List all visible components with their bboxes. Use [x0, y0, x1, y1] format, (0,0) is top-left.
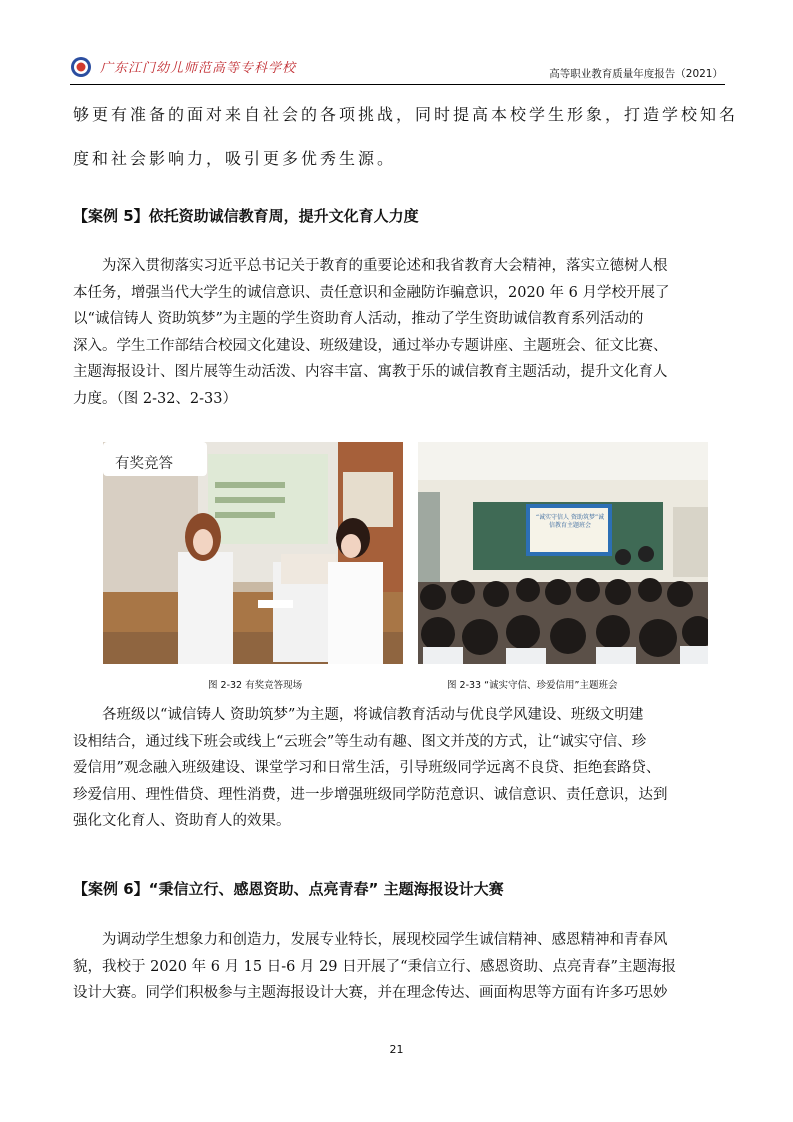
- photo-quiz-scene: [103, 442, 403, 664]
- school-logo-icon: [70, 56, 92, 78]
- figure-caption: 图 2-33 “诚实守信、珍爱信用”主题班会: [447, 680, 618, 691]
- case5-paragraph-2: [73, 702, 723, 835]
- photo-class-illustration: [418, 442, 708, 664]
- text-line: 主题海报设计、图片展等生动活泼、内容丰富、寓教于乐的诚信教育主题活动，提升文化育人: [73, 364, 668, 380]
- photo-class-meeting: [418, 442, 708, 664]
- text-line: 以“诚信铸人 资助筑梦”为主题的学生资助育人活动，推动了学生资助诚信教育系列活动的: [73, 311, 644, 327]
- case6-paragraph-1: [73, 927, 723, 1007]
- text-line: 本任务，增强当代大学生的诚信意识、责任意识和金融防诈骗意识，2020 年 6 月学校开展了: [73, 284, 670, 301]
- photo-label: 有奖竞答: [115, 456, 173, 472]
- text-line: 设相结合，通过线下班会或线上“云班会”等生动有趣、图文并茂的方式，让“诚实守信、珍: [73, 733, 647, 750]
- text-line: 为深入贯彻落实习近平总书记关于教育的重要论述和我省教育大会精神，落实立德树人根: [102, 258, 668, 274]
- text-line: 深入。学生工作部结合校园文化建设、班级建设，通过举办专题讲座、主题班会、征文比赛、: [73, 337, 668, 354]
- school-name: 广东江门幼儿师范高等专科学校: [100, 61, 297, 76]
- text-line: 貌，我校于 2020 年 6 月 15 日-6 月 29 日开展了“秉信立行、感恩资助、点亮青春”主题海报: [73, 958, 676, 975]
- text-line: 珍爱信用、理性借贷、理性消费，进一步增强班级同学防范意识、诚信意识、责任意识，达到: [73, 786, 668, 803]
- page-number: 21: [389, 1043, 404, 1056]
- case6-heading: 【案例 6】“秉信立行、感恩资助、点亮青春” 主题海报设计大赛: [73, 880, 504, 898]
- case5-paragraph-1: [73, 253, 723, 412]
- page-header: [70, 52, 725, 85]
- intro-line: 够更有准备的面对来自社会的各项挑战，同时提高本校学生形象，打造学校知名: [73, 105, 739, 124]
- text-line: 各班级以“诚信铸人 资助筑梦”为主题，将诚信教育活动与优良学风建设、班级文明建: [102, 707, 644, 723]
- figure-caption: 图 2-32 有奖竞答现场: [208, 680, 303, 691]
- intro-paragraph: [73, 93, 739, 181]
- text-line: 爱信用”观念融入班级建设、课堂学习和日常生活，引导班级同学远离不良贷、拒绝套路贷、: [73, 760, 661, 776]
- text-line: 力度。（图 2-32、2-33）: [73, 390, 238, 407]
- intro-line: 度和社会影响力，吸引更多优秀生源。: [73, 149, 397, 168]
- photo-quiz-illustration: [103, 442, 403, 664]
- report-title: 高等职业教育质量年度报告（2021）: [549, 68, 723, 80]
- screen-text: “诚实守信人 资助筑梦”诚信教育主题班会: [535, 514, 605, 529]
- case5-heading: 【案例 5】依托资助诚信教育周，提升文化育人力度: [73, 207, 419, 225]
- text-line: 设计大赛。同学们积极参与主题海报设计大赛，并在理念传达、画面构思等方面有许多巧思妙: [73, 985, 668, 1001]
- text-line: 强化文化育人、资助育人的效果。: [73, 813, 291, 829]
- text-line: 为调动学生想象力和创造力，发展专业特长，展现校园学生诚信精神、感恩精神和青春风: [102, 932, 668, 948]
